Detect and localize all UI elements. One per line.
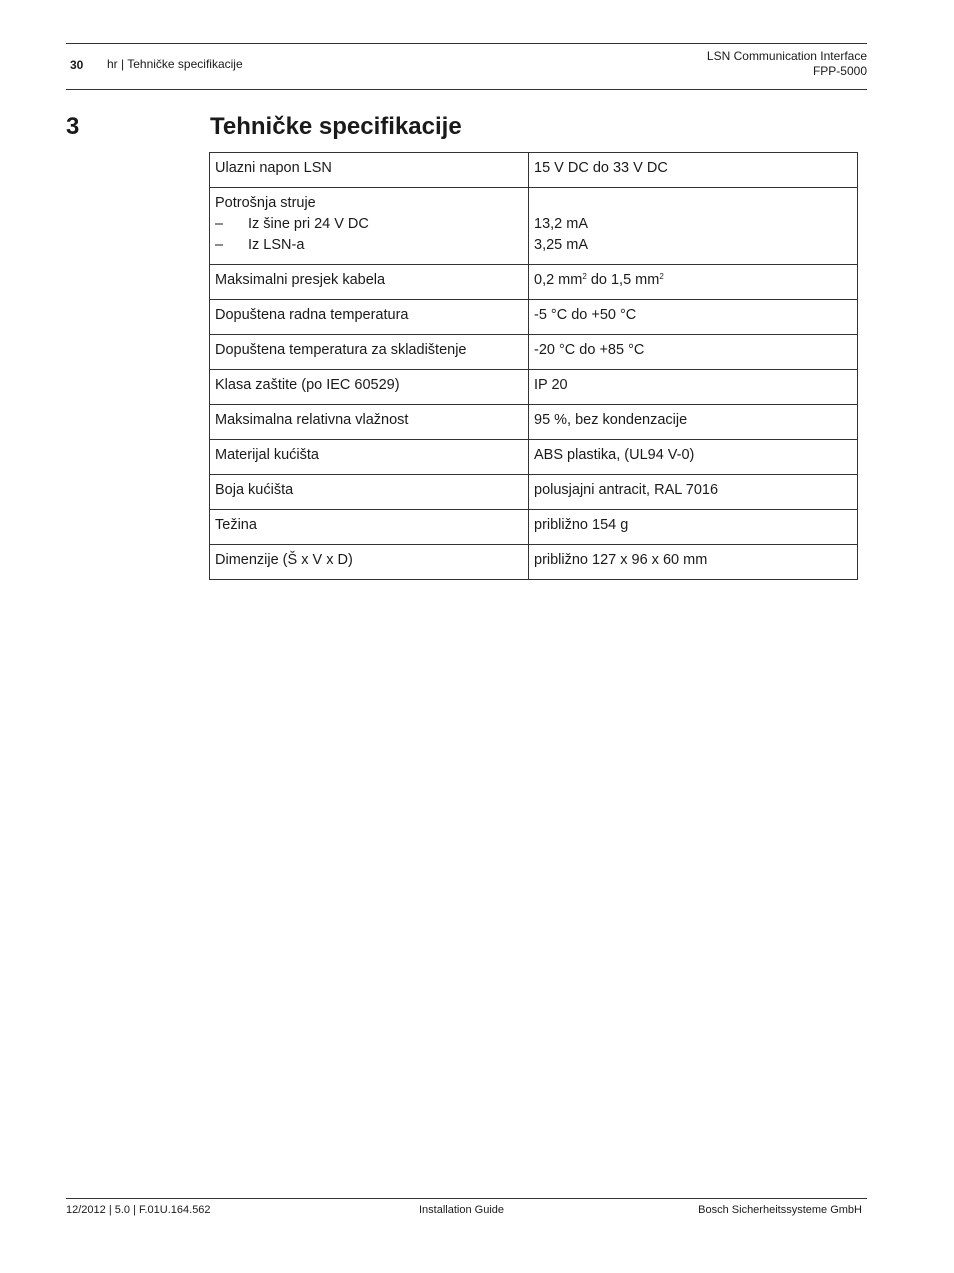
footer-company: Bosch Sicherheitssysteme GmbH: [698, 1204, 862, 1216]
spec-sub-label: Iz LSN-a: [248, 237, 305, 253]
spec-sub-item: [215, 235, 523, 256]
spec-label: Ulazni napon LSN: [210, 153, 529, 188]
spec-label: Klasa zaštite (po IEC 60529): [210, 370, 529, 405]
spec-label: Težina: [210, 510, 529, 545]
page-number: 30: [70, 58, 84, 72]
superscript: 2: [659, 272, 664, 281]
table-row: [210, 300, 858, 335]
spec-spacer: [534, 193, 852, 214]
spec-label: Dimenzije (Š x V x D): [210, 545, 529, 580]
chapter-number: 3: [66, 113, 80, 140]
table-row: [210, 405, 858, 440]
spec-sub-item: [215, 214, 523, 235]
value-part: do 1,5 mm: [586, 272, 660, 288]
value-part: 0,2 mm: [534, 272, 583, 288]
superscript: 2: [582, 272, 587, 281]
spec-sub-value: 13,2 mA: [534, 216, 588, 232]
spec-value-cell: [529, 188, 858, 265]
list-dash: –: [215, 237, 224, 253]
spec-value: -5 °C do +50 °C: [529, 300, 858, 335]
spec-value: približno 154 g: [529, 510, 858, 545]
table-row: [210, 370, 858, 405]
spec-value: polusjajni antracit, RAL 7016: [529, 475, 858, 510]
header-product-name: LSN Communication Interface: [706, 49, 867, 63]
spec-label: Maksimalna relativna vlažnost: [210, 405, 529, 440]
table-row: [210, 510, 858, 545]
chapter-title: Tehničke specifikacije: [210, 113, 462, 140]
table-row: [210, 440, 858, 475]
table-row: [210, 153, 858, 188]
header-rule-bottom: [66, 89, 867, 90]
table-row: [210, 475, 858, 510]
footer-rule: [66, 1198, 867, 1199]
header-product: [707, 49, 867, 79]
header-rule-top: [66, 43, 867, 44]
spec-value: IP 20: [529, 370, 858, 405]
footer-doc-info: 12/2012 | 5.0 | F.01U.164.562: [66, 1204, 211, 1216]
spec-label: Dopuštena radna temperatura: [210, 300, 529, 335]
spec-label-cell: [210, 188, 529, 265]
table-row: [210, 265, 858, 300]
spec-table: [209, 152, 858, 580]
spec-sub-label: Iz šine pri 24 V DC: [248, 216, 369, 232]
spec-value: približno 127 x 96 x 60 mm: [529, 545, 858, 580]
table-row: [210, 545, 858, 580]
spec-value: [529, 265, 858, 300]
spec-label: Maksimalni presjek kabela: [210, 265, 529, 300]
spec-label: Potrošnja struje: [215, 195, 316, 211]
header-section: hr | Tehničke specifikacije: [107, 57, 243, 71]
footer-doc-type: Installation Guide: [419, 1204, 504, 1216]
header-product-code: FPP-5000: [812, 64, 867, 78]
spec-label: Materijal kućišta: [210, 440, 529, 475]
spec-value: ABS plastika, (UL94 V-0): [529, 440, 858, 475]
spec-label: Dopuštena temperatura za skladištenje: [210, 335, 529, 370]
list-dash: –: [215, 216, 224, 232]
table-row: [210, 335, 858, 370]
spec-value: -20 °C do +85 °C: [529, 335, 858, 370]
spec-sub-value: 3,25 mA: [534, 237, 588, 253]
spec-value: 95 %, bez kondenzacije: [529, 405, 858, 440]
spec-label: Boja kućišta: [210, 475, 529, 510]
table-row: [210, 188, 858, 265]
spec-value: 15 V DC do 33 V DC: [529, 153, 858, 188]
